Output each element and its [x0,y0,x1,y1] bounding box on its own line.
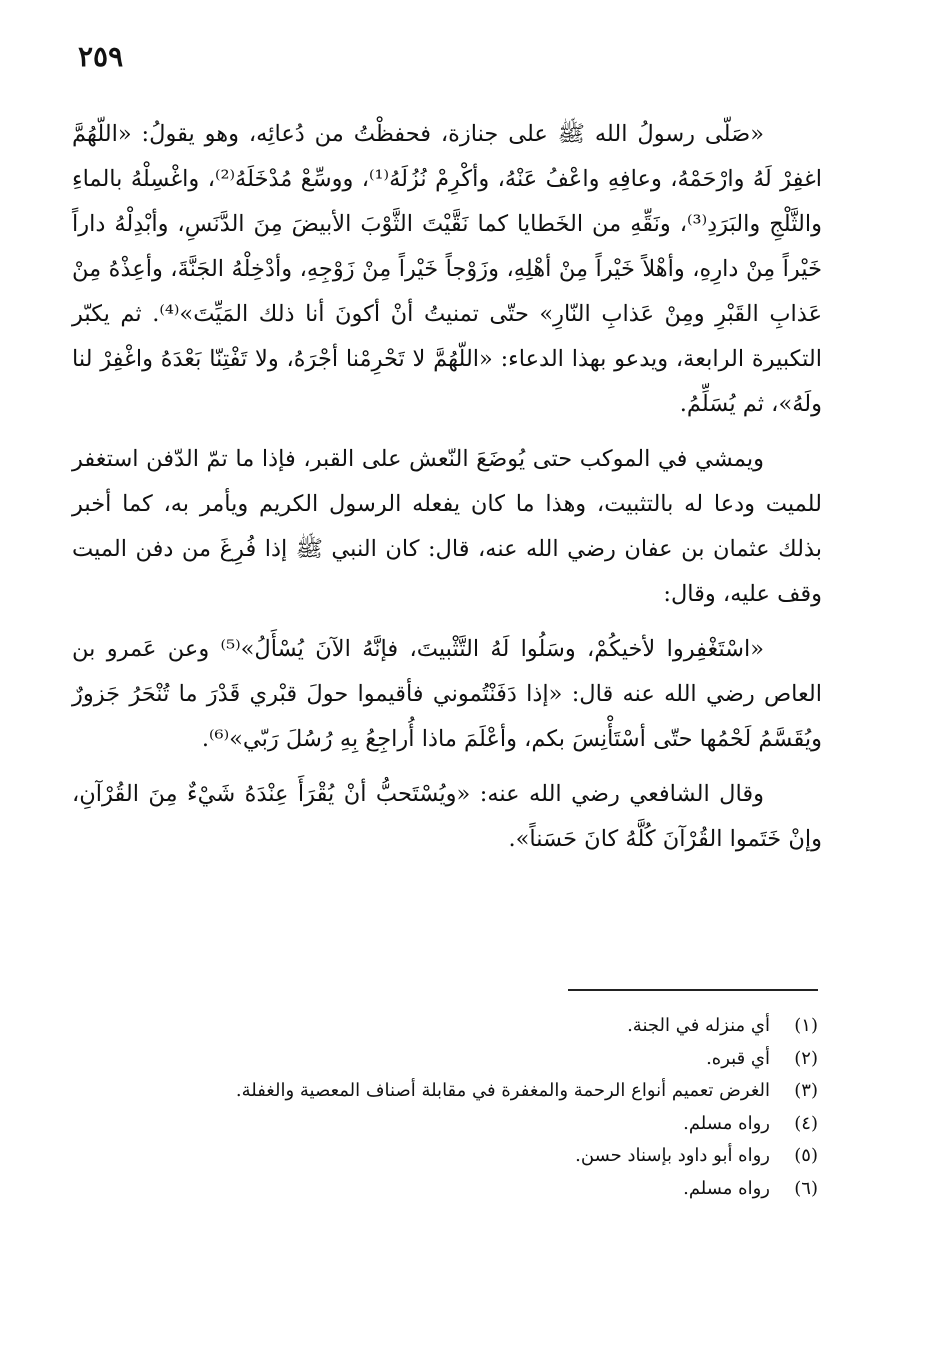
paragraph-shafii-quote: وقال الشافعي رضي الله عنه: «ويُسْتَحبُّ أنْ يُقْرَأَ عِنْدَهُ شَيْءٌ مِنَ القُرْآنِ، وإنْ خَتَموا القُرْآنَ كُلَّهُ كانَ حَسَناً». [72,781,822,852]
page-number: ٢٥٩ [78,40,124,73]
footnote-text: رواه مسلم. [683,1177,770,1199]
footnote-text: أي منزله في الجنة. [627,1015,770,1036]
paragraph-hadith-istighfar: «اسْتَغْفِروا لأخيكُمْ، وسَلُوا لَهُ التَّثْبيتَ، فإنَّهُ الآنَ يُسْأَلُ»⁽⁵⁾ وعن عَمرو بن العاص رضي الله عنه قال: «إذا دَفَنْتُموني فأقيموا حولَ قبْري قَدْرَ ما تُنْحَرُ جَزورٌ ويُقَسَّمُ لَحْمُها حتّى أسْتَأْنِسَ بكم، وأعْلَمَ ماذا أُراجِعُ بِهِ رُسُلَ رَبّي»⁽⁶⁾. [72,636,822,752]
footnote-text: الغرض تعميم أنواع الرحمة والمغفرة في مقابلة أصناف المعصية والغفلة. [235,1080,770,1101]
footnote-divider [568,989,818,991]
footnote-text: رواه أبو داود بإسناد حسن. [575,1145,770,1166]
footnote-number: (٤) [794,1112,818,1134]
footnote-number: (٥) [794,1145,818,1166]
footnote [100,1108,818,1141]
footnote [100,1075,818,1108]
footnote [100,1010,818,1043]
footnote-number: (٦) [794,1177,818,1199]
footnote-text: أي قبره. [706,1047,770,1069]
footnote [100,1043,818,1076]
footnote-text: رواه مسلم. [683,1112,770,1134]
paragraph-burial: ويمشي في الموكب حتى يُوضَعَ النّعش على القبر، فإذا ما تمّ الدّفن استغفر للميت ودعا له بالتثبيت، وهذا ما كان يفعله الرسول الكريم ويأمر به، كما أخبر بذلك عثمان بن عفان رضي الله عنه، قال: كان النبي ﷺ إذا فُرِغَ من دفن الميت وقف عليه، وقال: [72,446,822,607]
main-text [72,112,822,872]
footnote-number: (١) [794,1015,818,1036]
footnote [100,1173,818,1206]
footnote-number: (٣) [794,1080,818,1101]
footnote-number: (٢) [794,1047,818,1069]
footnote [100,1140,818,1173]
footnotes [100,1010,818,1205]
paragraph-funeral-prayer: «صَلّى رسولُ الله ﷺ على جنازة، فحفظْتُ من دُعائِه، وهو يقولُ: «اللّهُمَّ اغفِرْ لَهُ وارْحَمْهُ، وعافِهِ واعْفُ عَنْهُ، وأكْرِمْ نُزُلَهُ⁽¹⁾، ووسِّعْ مُدْخَلَهُ⁽²⁾، واغْسِلْهُ بالماءِ والثَّلْجِ والبَرَدِ⁽³⁾، ونَقِّهِ من الخَطايا كما نَقَّيْتَ الثَّوْبَ الأبيضَ مِنَ الدَّنَسِ، وأبْدِلْهُ داراً خَيْراً مِنْ دارِهِ، وأهْلاً خَيْراً مِنْ أهْلِهِ، وزَوْجاً خَيْراً مِنْ زَوْجِهِ، وأدْخِلْهُ الجَنَّةَ، وأعِذْهُ مِنْ عَذابِ القَبْرِ ومِنْ عَذابِ النّارِ» حتّى تمنيتُ أنْ أكونَ أنا ذلك المَيِّتَ»⁽⁴⁾. ثم يكبّر التكبيرة الرابعة، ويدعو بهذا الدعاء: «اللّهُمَّ لا تَحْرِمْنا أجْرَهُ، ولا تَفْتِنّا بَعْدَهُ واغْفِرْ لنا ولَهُ»، ثم يُسَلِّمُ. [72,121,822,417]
